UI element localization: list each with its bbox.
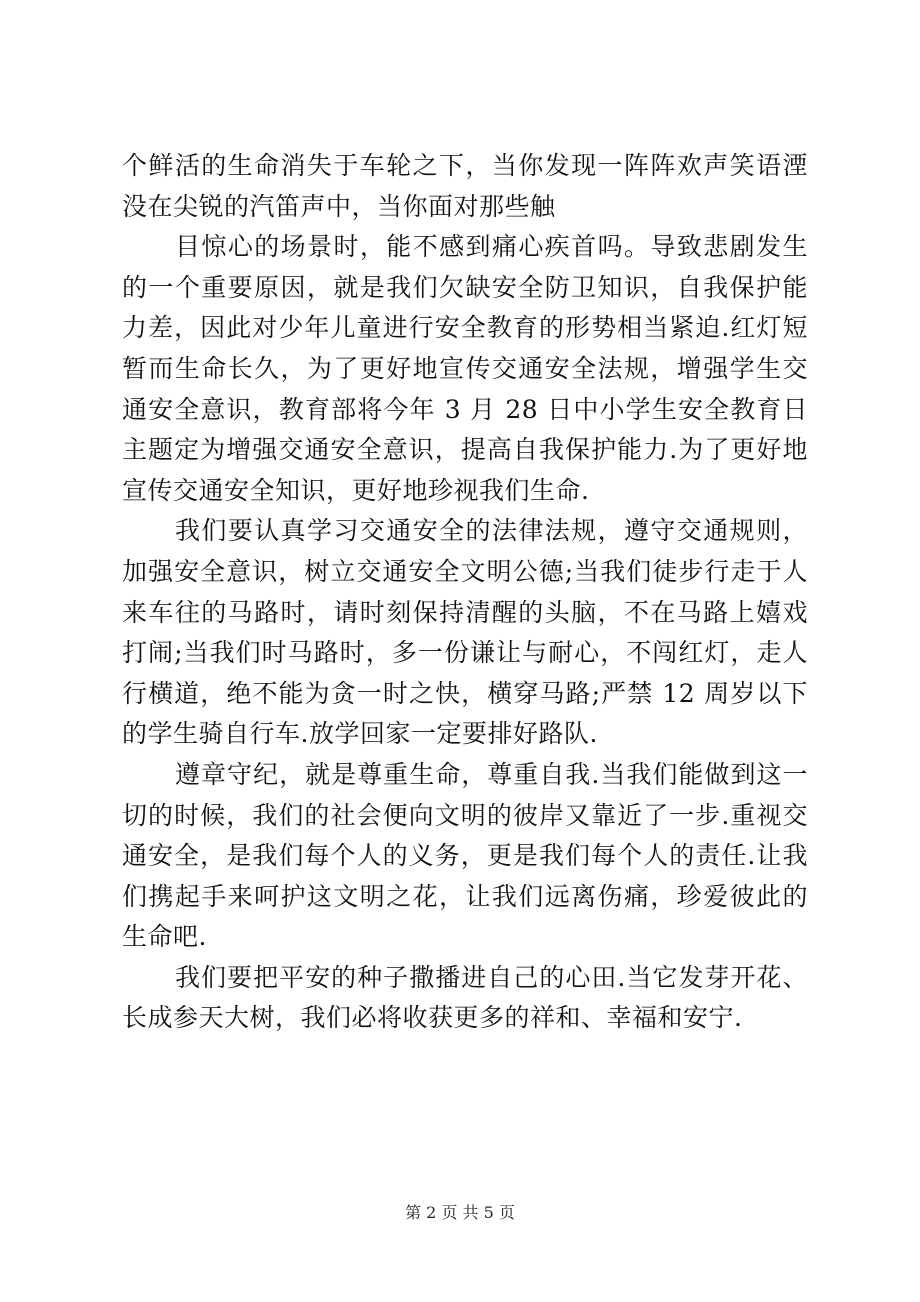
paragraph: 我们要把平安的种子撒播进自己的心田.当它发芽开花、长成参天大树，我们必将收获更多的祥和、幸福和安宁. <box>122 962 808 1033</box>
paragraph: 目惊心的场景时，能不感到痛心疾首吗。导致悲剧发生的一个重要原因，就是我们欠缺安全防卫知识，自我保护能力差，因此对少年儿童进行安全教育的形势相当紧迫.红灯短暂而生命长久，为了更好地宣传交通安全法规，增强学生交通安全意识，教育部将今年 3 月 28 日中小学生安全教育日主题定为增强交通安全意识，提高自我保护能力.为了更好地宣传交通安全知识，更好地珍视我们生命. <box>122 232 808 505</box>
page-number-footer: 第 2 页 共 5 页 <box>405 1203 515 1222</box>
paragraph-continued: 个鲜活的生命消失于车轮之下，当你发现一阵阵欢声笑语湮没在尖锐的汽笛声中，当你面对那些触 <box>122 151 808 221</box>
paragraph: 我们要认真学习交通安全的法律法规，遵守交通规则，加强安全意识，树立交通安全文明公德;当我们徒步行走于人来车往的马路时，请时刻保持清醒的头脑，不在马路上嬉戏打闹;当我们时马路时，多一份谦让与耐心，不闯红灯，走人行横道，绝不能为贪一时之快，横穿马路;严禁 12 周岁以下的学生骑自行车.放学回家一定要排好路队. <box>122 516 808 749</box>
document-body <box>122 146 808 1039</box>
paragraph: 遵章守纪，就是尊重生命，尊重自我.当我们能做到这一切的时候，我们的社会便向文明的彼岸又靠近了一步.重视交通安全，是我们每个人的义务，更是我们每个人的责任.让我们携起手来呵护这文明之花，让我们远离伤痛，珍爱彼此的生命吧. <box>122 759 808 952</box>
